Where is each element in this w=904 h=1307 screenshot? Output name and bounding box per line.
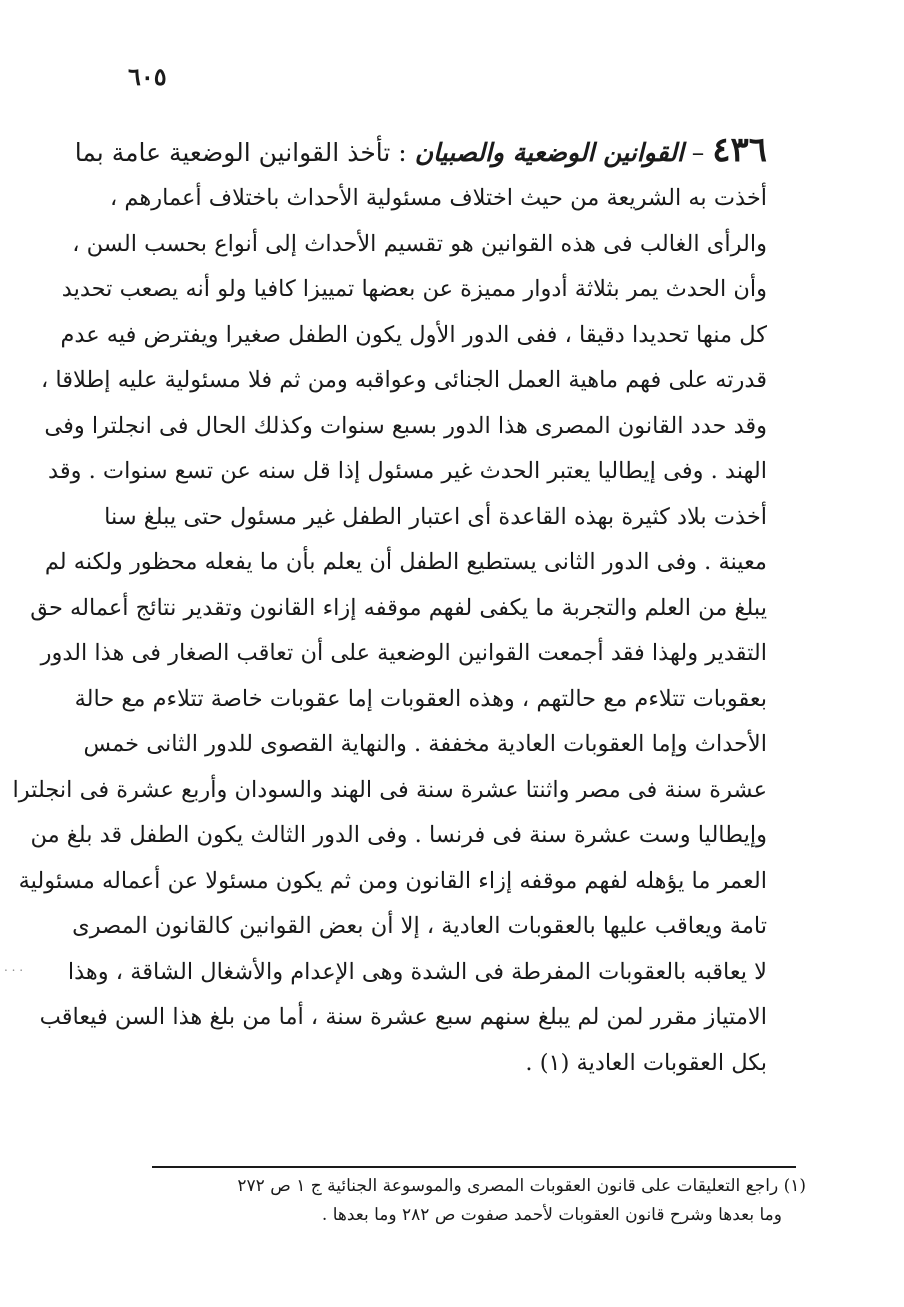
body-line: يبلغ من العلم والتجربة ما يكفى لفهم موقفه إزاء القانون وتقدير نتائج أعماله حق <box>30 594 767 621</box>
body-line: لا يعاقبه بالعقوبات المفرطة فى الشدة وهى الإعدام والأشغال الشاقة ، وهذا <box>67 958 767 985</box>
body-line: الامتياز مقرر لمن لم يبلغ سنهم سبع عشرة سنة ، أما من بلغ هذا السن فيعاقب <box>39 1004 767 1030</box>
footnotes <box>146 1172 806 1230</box>
body-line: أخذت به الشريعة من حيث اختلاف مسئولية الأحداث باختلاف أعمارهم ، <box>110 185 767 211</box>
body-line-final: بكل العقوبات العادية (١) . <box>525 1049 767 1076</box>
section-title: القوانين الوضعية والصبيان <box>414 138 684 167</box>
body-line: العمر ما يؤهله لفهم موقفه إزاء القانون ومن ثم يكون مسئولا عن أعماله مسئولية <box>18 867 767 894</box>
heading-dash: – <box>683 138 713 167</box>
body-line: وأن الحدث يمر بثلاثة أدوار مميزة عن بعضها تمييزا كافيا ولو أنه يصعب تحديد <box>61 276 767 302</box>
body-line: وقد حدد القانون المصرى هذا الدور بسبع سنوات وكذلك الحال فى انجلترا وفى <box>44 412 767 439</box>
footnote-line: وما بعدها وشرح قانون العقوبات لأحمد صفوت ص ٢٨٢ وما بعدها . <box>321 1205 782 1225</box>
section-lead-text: تأخذ القوانين الوضعية عامة بما <box>74 138 391 167</box>
body-line: التقدير ولهذا فقد أجمعت القوانين الوضعية على أن تعاقب الصغار فى هذا الدور <box>40 640 767 666</box>
footnote-line: (١) راجع التعليقات على قانون العقوبات المصرى والموسوعة الجنائية ج ١ ص ٢٧٢ <box>237 1176 806 1196</box>
footnote-divider <box>152 1166 796 1168</box>
body-text <box>12 176 767 1086</box>
heading-separator: : <box>390 138 415 167</box>
body-line: معينة . وفى الدور الثانى يستطيع الطفل أن يعلم بأن ما يفعله محظور ولكنه لم <box>44 549 767 575</box>
body-line: بعقوبات تتلاءم مع حالتهم ، وهذه العقوبات إما عقوبات خاصة تتلاءم مع حالة <box>74 685 767 712</box>
body-line: عشرة سنة فى مصر واثنتا عشرة سنة فى الهند والسودان وأربع عشرة فى انجلترا <box>12 776 767 803</box>
body-line: الهند . وفى إيطاليا يعتبر الحدث غير مسئول إذا قل سنه عن تسع سنوات . وقد <box>48 458 767 484</box>
body-line: قدرته على فهم ماهية العمل الجنائى وعواقبه ومن ثم فلا مسئولية عليه إطلاقا ، <box>40 367 767 393</box>
page-number: ٦٠٥ <box>128 62 167 91</box>
margin-marks: . . . <box>4 960 24 974</box>
body-line: وإيطاليا وست عشرة سنة فى فرنسا . وفى الدور الثالث يكون الطفل قد بلغ من <box>30 822 767 848</box>
body-line: أخذت بلاد كثيرة بهذه القاعدة أى اعتبار الطفل غير مسئول حتى يبلغ سنا <box>104 503 767 530</box>
body-line: والرأى الغالب فى هذه القوانين هو تقسيم الأحداث إلى أنواع بحسب السن ، <box>72 230 767 257</box>
section-heading-line <box>74 130 767 173</box>
section-number: ٤٣٦ <box>712 130 767 170</box>
body-line: كل منها تحديدا دقيقا ، ففى الدور الأول يكون الطفل صغيرا ويفترض فيه عدم <box>60 321 767 348</box>
body-line: الأحداث وإما العقوبات العادية مخففة . والنهاية القصوى للدور الثانى خمس <box>83 731 767 757</box>
body-line: تامة ويعاقب عليها بالعقوبات العادية ، إلا أن بعض القوانين كالقانون المصرى <box>72 913 767 939</box>
